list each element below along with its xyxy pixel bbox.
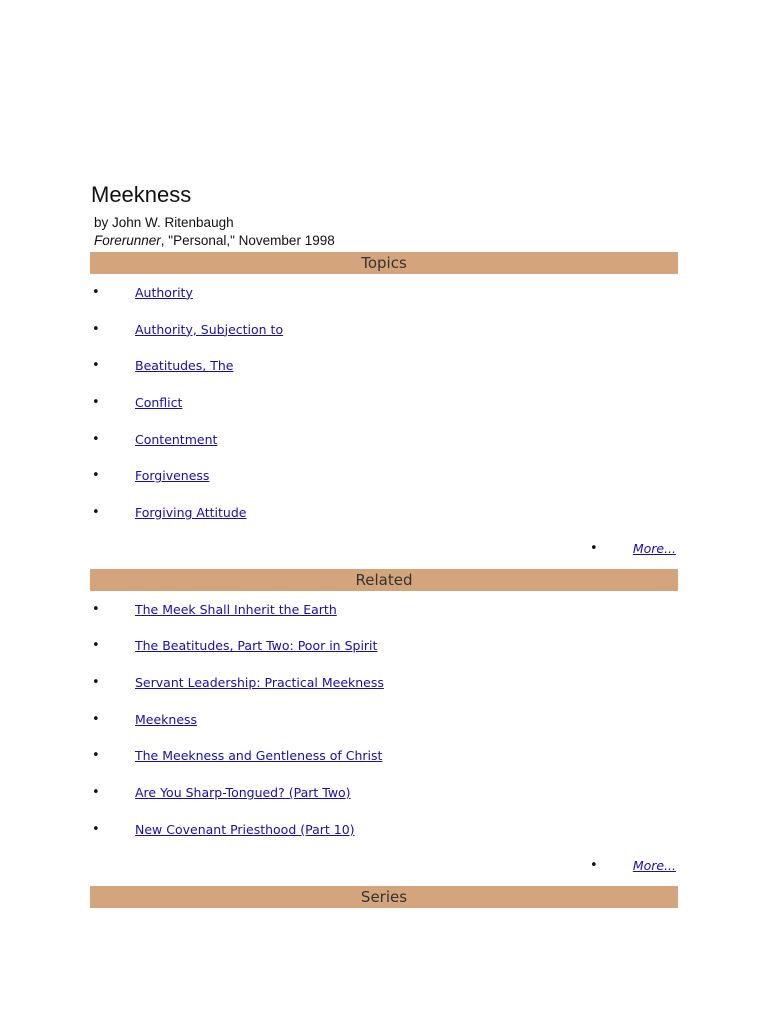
- bullet: •: [92, 468, 100, 484]
- list-item: [90, 774, 678, 811]
- bullet: •: [92, 638, 100, 654]
- bullet: •: [92, 284, 100, 300]
- section-header-related: Related: [90, 569, 678, 591]
- topic-link[interactable]: Authority, Subjection to: [135, 321, 284, 337]
- topic-link[interactable]: Conflict: [135, 394, 183, 410]
- bullet: •: [92, 601, 100, 617]
- bullet: •: [92, 358, 100, 374]
- topics-more-link[interactable]: More...: [632, 540, 676, 556]
- related-link[interactable]: The Meekness and Gentleness of Christ: [135, 748, 383, 764]
- bullet: •: [590, 857, 598, 873]
- list-item: [90, 494, 678, 531]
- topic-link[interactable]: Forgiving Attitude: [135, 504, 247, 520]
- related-link[interactable]: New Covenant Priesthood (Part 10): [135, 821, 355, 837]
- bullet: •: [92, 785, 100, 801]
- topic-link[interactable]: Forgiveness: [135, 468, 210, 484]
- list-item: [90, 347, 678, 384]
- section-header-topics: Topics: [90, 252, 678, 274]
- list-item: [90, 421, 678, 458]
- list-item: [90, 738, 678, 775]
- list-item: [90, 274, 678, 311]
- topic-link[interactable]: Beatitudes, The: [135, 358, 234, 374]
- bullet: •: [92, 675, 100, 691]
- article-content: [90, 182, 678, 908]
- topics-more-row: [90, 531, 678, 567]
- source-details: , "Personal," November 1998: [160, 233, 335, 248]
- list-item: [90, 811, 678, 848]
- topic-link[interactable]: Authority: [135, 284, 193, 300]
- list-item: [90, 384, 678, 421]
- bullet: •: [92, 431, 100, 447]
- article-source: [94, 232, 678, 250]
- list-item: [90, 664, 678, 701]
- bullet: •: [92, 504, 100, 520]
- related-more-row: [90, 848, 678, 884]
- article-title: Meekness: [91, 182, 192, 207]
- related-link[interactable]: The Beatitudes, Part Two: Poor in Spirit: [135, 638, 378, 654]
- related-link[interactable]: Are You Sharp-Tongued? (Part Two): [135, 785, 351, 801]
- topic-link[interactable]: Contentment: [135, 431, 218, 447]
- list-item: [90, 311, 678, 348]
- list-item: [90, 457, 678, 494]
- section-header-series: Series: [90, 886, 678, 908]
- bullet: •: [92, 821, 100, 837]
- article-byline: by John W. Ritenbaugh: [94, 215, 234, 230]
- bullet: •: [590, 540, 598, 556]
- list-item: [90, 591, 678, 628]
- related-link[interactable]: Meekness: [135, 711, 198, 727]
- related-link[interactable]: The Meek Shall Inherit the Earth: [135, 601, 337, 617]
- bullet: •: [92, 321, 100, 337]
- related-list: [90, 591, 678, 848]
- bullet: •: [92, 394, 100, 410]
- related-more-link[interactable]: More...: [632, 857, 676, 873]
- bullet: •: [92, 748, 100, 764]
- list-item: [90, 701, 678, 738]
- bullet: •: [92, 711, 100, 727]
- list-item: [90, 628, 678, 665]
- topics-list: [90, 274, 678, 531]
- source-publication: Forerunner: [94, 233, 161, 248]
- related-link[interactable]: Servant Leadership: Practical Meekness: [135, 675, 384, 691]
